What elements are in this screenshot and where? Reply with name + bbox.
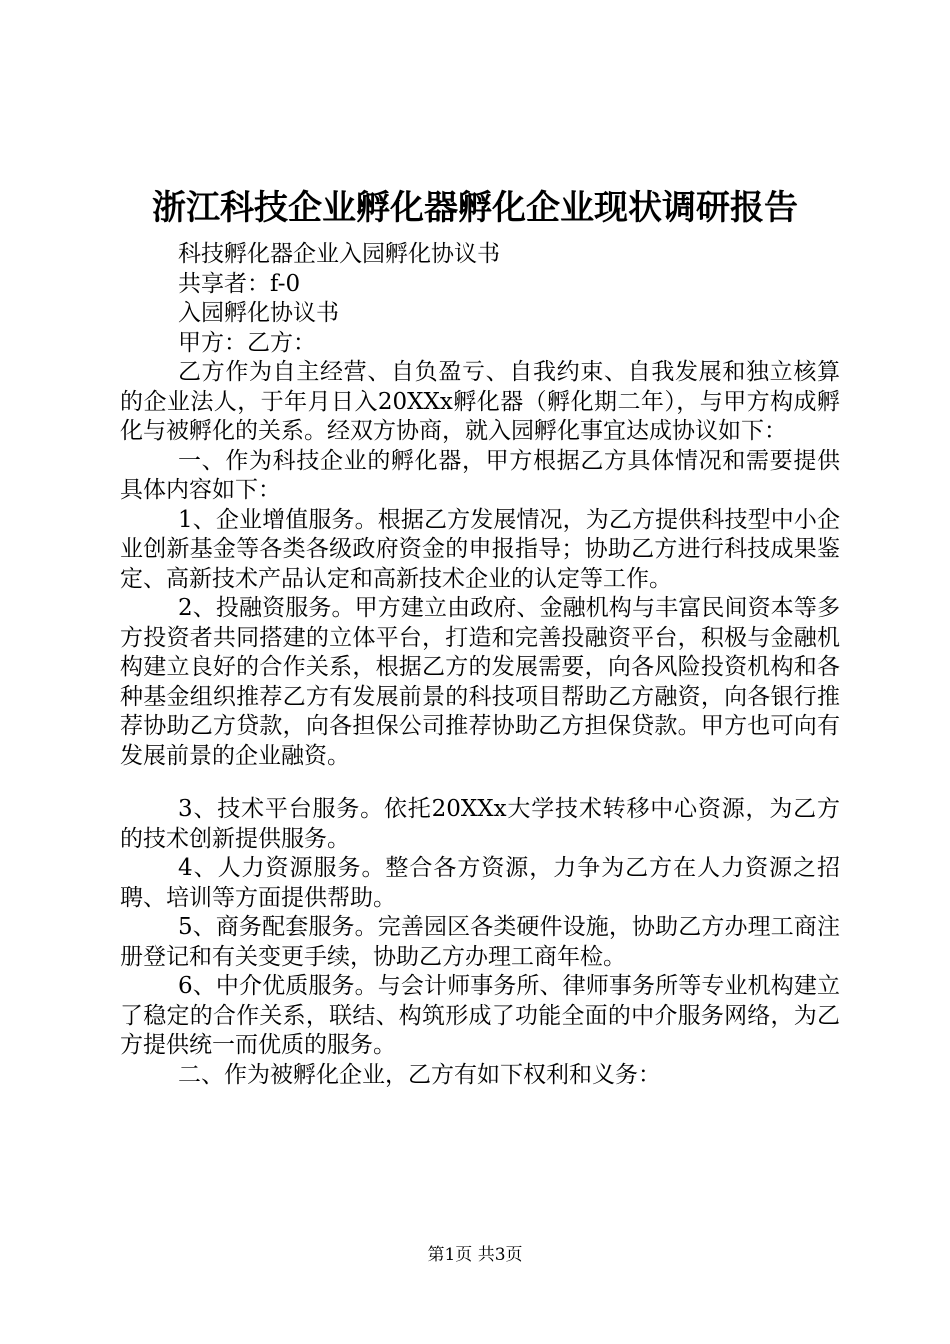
paragraph: 科技孵化器企业入园孵化协议书	[178, 241, 500, 267]
document-body	[120, 240, 840, 1090]
paragraph: 1、企业增值服务。根据乙方发展情况，为乙方提供科技型中小企业创新基金等各类各级政府资金的申报指导；协助乙方进行科技成果鉴定、高新技术产品认定和高新技术企业的认定等工作。	[120, 506, 840, 592]
paragraph: 入园孵化协议书	[178, 300, 339, 326]
document-title: 浙江科技企业孵化器孵化企业现状调研报告	[152, 188, 798, 228]
paragraph: 4、人力资源服务。整合各方资源，力争为乙方在人力资源之招聘、培训等方面提供帮助。	[120, 855, 840, 911]
paragraph: 6、中介优质服务。与会计师事务所、律师事务所等专业机构建立了稳定的合作关系，联结、构筑形成了功能全面的中介服务网络，为乙方提供统一而优质的服务。	[120, 973, 840, 1058]
page-number-footer: 第1页 共3页	[427, 1245, 523, 1265]
paragraph: 一、作为科技企业的孵化器，甲方根据乙方具体情况和需要提供具体内容如下：	[120, 447, 840, 503]
paragraph: 3、技术平台服务。依托20XXx大学技术转移中心资源，为乙方的技术创新提供服务。	[120, 796, 840, 852]
paragraph: 二、作为被孵化企业，乙方有如下权利和义务：	[178, 1061, 661, 1088]
paragraph: 甲方：乙方：	[178, 329, 316, 356]
paragraph: 共享者：f-0	[178, 270, 301, 297]
paragraph: 乙方作为自主经营、自负盈亏、自我约束、自我发展和独立核算的企业法人，于年月日入20XXx孵化器（孵化期二年），与甲方构成孵化与被孵化的关系。经双方协商，就入园孵化事宜达成协议如下：	[120, 359, 840, 444]
paragraph: 5、商务配套服务。完善园区各类硬件设施，协助乙方办理工商注册登记和有关变更手续，协助乙方办理工商年检。	[120, 914, 840, 970]
paragraph: 2、投融资服务。甲方建立由政府、金融机构与丰富民间资本等多方投资者共同搭建的立体平台，打造和完善投融资平台，积极与金融机构建立良好的合作关系，根据乙方的发展需要，向各风险投资机构和各种基金组织推荐乙方有发展前景的科技项目帮助乙方融资，向各银行推荐协助乙方贷款，向各担保公司推荐协助乙方担保贷款。甲方也可向有发展前景的企业融资。	[120, 595, 840, 769]
